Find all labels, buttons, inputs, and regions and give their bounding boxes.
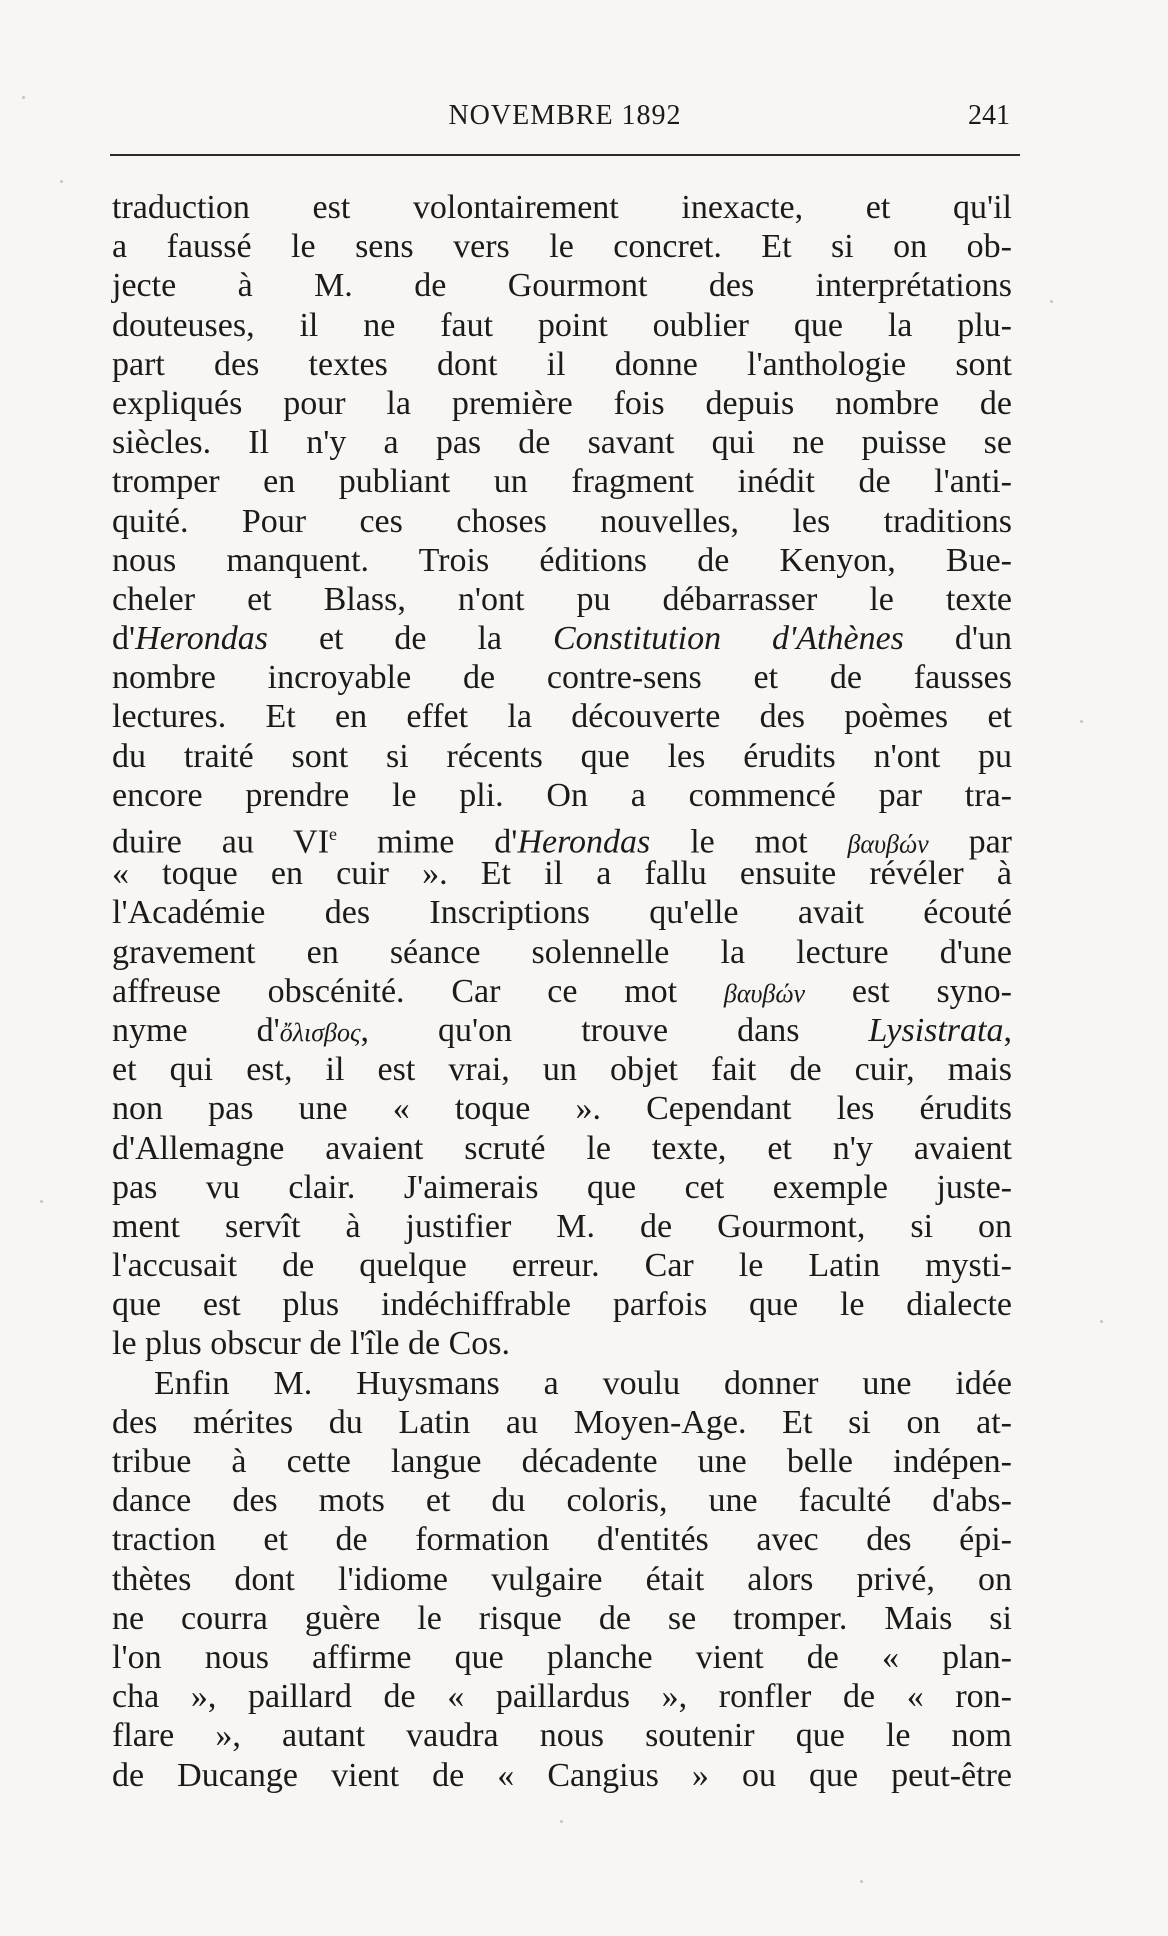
text-line: tribue à cette langue décadente une belle indépen- bbox=[112, 1443, 1012, 1480]
text-line: nous manquent. Trois éditions de Kenyon, Bue- bbox=[112, 541, 1012, 579]
scan-speck bbox=[60, 180, 63, 183]
text-line: des mérites du Latin au Moyen-Age. Et si on at- bbox=[112, 1403, 1012, 1441]
text-line: d'Allemagne avaient scruté le texte, et n'y avaient bbox=[112, 1129, 1012, 1167]
body-text bbox=[112, 188, 1012, 1795]
text-segment: mime d' bbox=[337, 823, 518, 861]
text-line: tromper en publiant un fragment inédit de l'anti- bbox=[112, 463, 1012, 501]
text-line: cha », paillard de « paillardus », ronfler de « ron- bbox=[112, 1678, 1012, 1716]
text-line: douteuses, il ne faut point oublier que la plu- bbox=[112, 306, 1012, 344]
superscript: e bbox=[329, 824, 338, 844]
greek-word: ὄλισβος bbox=[279, 1017, 361, 1047]
text-line: encore prendre le pli. On a commencé par tra- bbox=[112, 776, 1012, 814]
text-segment: et de la bbox=[268, 620, 553, 658]
scan-speck bbox=[560, 1820, 563, 1823]
text-line: a faussé le sens vers le concret. Et si on ob- bbox=[112, 228, 1012, 266]
scan-speck bbox=[1080, 720, 1083, 723]
scan-speck bbox=[860, 1880, 863, 1883]
text-line: nombre incroyable de contre-sens et de fausses bbox=[112, 659, 1012, 697]
text-line: jecte à M. de Gourmont des interprétations bbox=[112, 267, 1012, 305]
text-line: traction et de formation d'entités avec des épi- bbox=[112, 1521, 1012, 1559]
text-segment: duire au VI bbox=[112, 823, 330, 861]
greek-word: βαυβών bbox=[847, 829, 929, 859]
header-rule bbox=[110, 154, 1020, 156]
text-segment: nyme d' bbox=[112, 1011, 280, 1049]
text-line: « toque en cuir ». Et il a fallu ensuite révéler à bbox=[112, 855, 1012, 893]
scan-speck bbox=[40, 1200, 43, 1203]
text-line: expliqués pour la première fois depuis nombre de bbox=[112, 384, 1012, 422]
italic-title-lysistrata: Lysistrata bbox=[868, 1011, 1004, 1049]
text-line: non pas une « toque ». Cependant les érudits bbox=[112, 1090, 1012, 1128]
text-segment: est syno- bbox=[805, 972, 1012, 1010]
text-line: thètes dont l'idiome vulgaire était alors privé, on bbox=[112, 1560, 1012, 1598]
text-line: l'on nous affirme que planche vient de « plan- bbox=[112, 1638, 1012, 1676]
text-line bbox=[112, 972, 1012, 1011]
text-line bbox=[112, 619, 1012, 658]
text-line: dance des mots et du coloris, une faculté d'abs- bbox=[112, 1482, 1012, 1520]
text-line: part des textes dont il donne l'anthologie sont bbox=[112, 345, 1012, 383]
running-title: NOVEMBRE 1892 bbox=[448, 100, 682, 131]
text-line bbox=[112, 815, 1012, 861]
text-line: Enfin M. Huysmans a voulu donner une idée bbox=[154, 1364, 1012, 1402]
page-number: 241 bbox=[968, 100, 1010, 131]
text-line: ne courra guère le risque de se tromper. Mais si bbox=[112, 1599, 1012, 1637]
text-line: traduction est volontairement inexacte, et qu'il bbox=[112, 189, 1012, 226]
text-segment: le mot bbox=[650, 823, 848, 861]
text-segment: , qu'on trouve dans bbox=[360, 1011, 869, 1049]
text-line: et qui est, il est vrai, un objet fait de cuir, mais bbox=[112, 1051, 1012, 1089]
text-line: le plus obscur de l'île de Cos. bbox=[112, 1325, 511, 1363]
text-segment: , bbox=[1003, 1011, 1012, 1049]
italic-title-herondas: Herondas bbox=[135, 620, 268, 658]
text-line: quité. Pour ces choses nouvelles, les traditions bbox=[112, 502, 1012, 540]
text-line: du traité sont si récents que les érudits n'ont pu bbox=[112, 737, 1012, 775]
scan-speck bbox=[22, 96, 25, 99]
text-line: de Ducange vient de « Cangius » ou que peut-être bbox=[112, 1756, 1012, 1794]
italic-title-herondas: Herondas bbox=[517, 823, 651, 861]
text-segment: d' bbox=[112, 620, 136, 658]
text-line: gravement en séance solennelle la lecture d'une bbox=[112, 933, 1012, 971]
text-line: que est plus indéchiffrable parfois que le dialecte bbox=[112, 1286, 1012, 1324]
text-segment: affreuse obscénité. Car ce mot bbox=[112, 972, 724, 1010]
text-line: lectures. Et en effet la découverte des poèmes et bbox=[112, 698, 1012, 736]
text-line: flare », autant vaudra nous soutenir que le nom bbox=[112, 1717, 1012, 1755]
text-line: pas vu clair. J'aimerais que cet exemple juste- bbox=[112, 1168, 1012, 1206]
italic-title-constitution: Constitution d'Athènes bbox=[552, 620, 904, 658]
text-line: cheler et Blass, n'ont pu débarrasser le texte bbox=[112, 580, 1012, 618]
text-segment: d'un bbox=[903, 620, 1012, 658]
text-line: siècles. Il n'y a pas de savant qui ne puisse se bbox=[112, 424, 1012, 462]
text-line: l'Académie des Inscriptions qu'elle avait écouté bbox=[112, 894, 1012, 932]
text-segment: par bbox=[928, 823, 1012, 861]
running-header bbox=[110, 92, 1020, 138]
greek-word: βαυβών bbox=[723, 978, 806, 1008]
scan-speck bbox=[1050, 300, 1053, 303]
text-line: l'accusait de quelque erreur. Car le Latin mysti- bbox=[112, 1247, 1012, 1285]
scan-speck bbox=[1100, 1320, 1103, 1323]
text-line bbox=[112, 1011, 1012, 1050]
text-line: ment servît à justifier M. de Gourmont, si on bbox=[112, 1207, 1012, 1245]
